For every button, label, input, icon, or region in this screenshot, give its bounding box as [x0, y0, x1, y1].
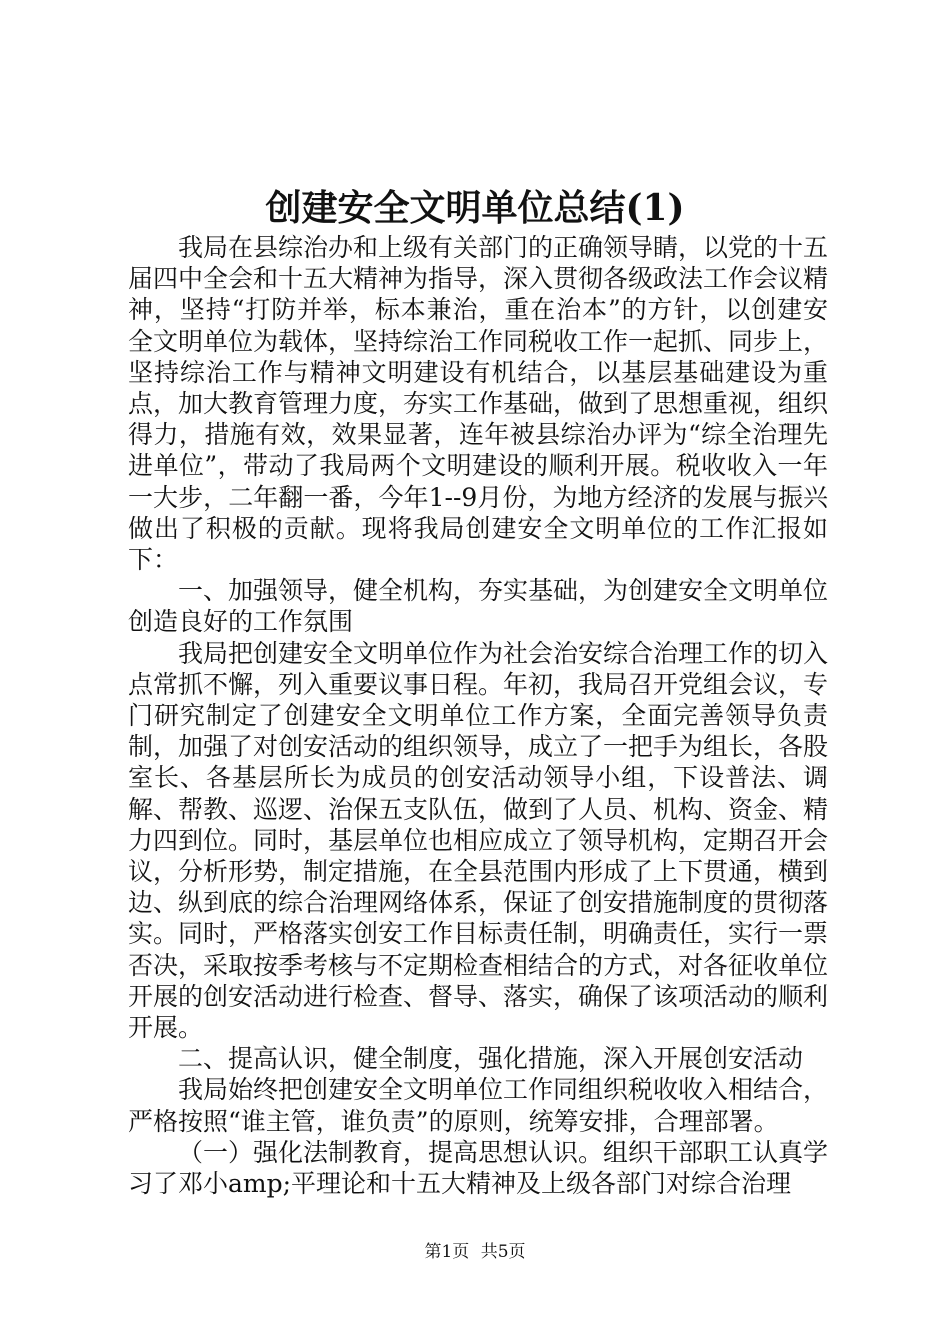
page-footer: [0, 1240, 950, 1264]
heading-section-1: 一、加强领导，健全机构，夯实基础，为创建安全文明单位创造良好的工作氛围: [128, 576, 829, 637]
paragraph-subsection-1: （一）强化法制教育，提高思想认识。组织干部职工认真学习了邓小amp;平理论和十五大精神及上级各部门对综合治理: [128, 1137, 829, 1199]
page-total: 共5页: [480, 1242, 526, 1262]
paragraph-section-2: 我局始终把创建安全文明单位工作同组织税收收入相结合，严格按照“谁主管，谁负责”的原则，统筹安排，合理部署。: [128, 1075, 829, 1136]
paragraph-section-1: 我局把创建安全文明单位作为社会治安综合治理工作的切入点常抓不懈，列入重要议事日程。年初，我局召开党组会议，专门研究制定了创建安全文明单位工作方案，全面完善领导负责制，加强了对创安活动的组织领导，成立了一把手为组长，各股室长、各基层所长为成员的创安活动领导小组，下设普法、调解、帮教、巡逻、治保五支队伍，做到了人员、机构、资金、精力四到位。同时，基层单位也相应成立了领导机构，定期召开会议，分析形势，制定措施，在全县范围内形成了上下贯通，横到边、纵到底的综合治理网络体系，保证了创安措施制度的贯彻落实。同时，严格落实创安工作目标责任制，明确责任，实行一票否决，采取按季考核与不定期检查相结合的方式，对各征收单位开展的创安活动进行检查、督导、落实，确保了该项活动的顺利开展。: [128, 638, 829, 1043]
document-title: 创建安全文明单位总结(1): [265, 187, 685, 229]
paragraph-intro: 我局在县综治办和上级有关部门的正确领导睛，以党的十五届四中全会和十五大精神为指导，深入贯彻各级政法工作会议精神，坚持“打防并举，标本兼治，重在治本”的方针，以创建安全文明单位为载体，坚持综治工作同税收工作一起抓、同步上，坚持综治工作与精神文明建设有机结合，以基层基础建设为重点，加大教育管理力度，夯实工作基础，做到了思想重视，组织得力，措施有效，效果显著，连年被县综治办评为“综全治理先进单位”，带动了我局两个文明建设的顺利开展。税收收入一年一大步，二年翻一番，今年1--9月份，为地方经济的发展与振兴做出了积极的贡献。现将我局创建安全文明单位的工作汇报如下：: [128, 233, 829, 575]
document-body: [128, 232, 828, 1199]
page-number: 第1页: [424, 1242, 470, 1262]
heading-section-2: 二、提高认识，健全制度，强化措施，深入开展创安活动: [178, 1044, 804, 1074]
